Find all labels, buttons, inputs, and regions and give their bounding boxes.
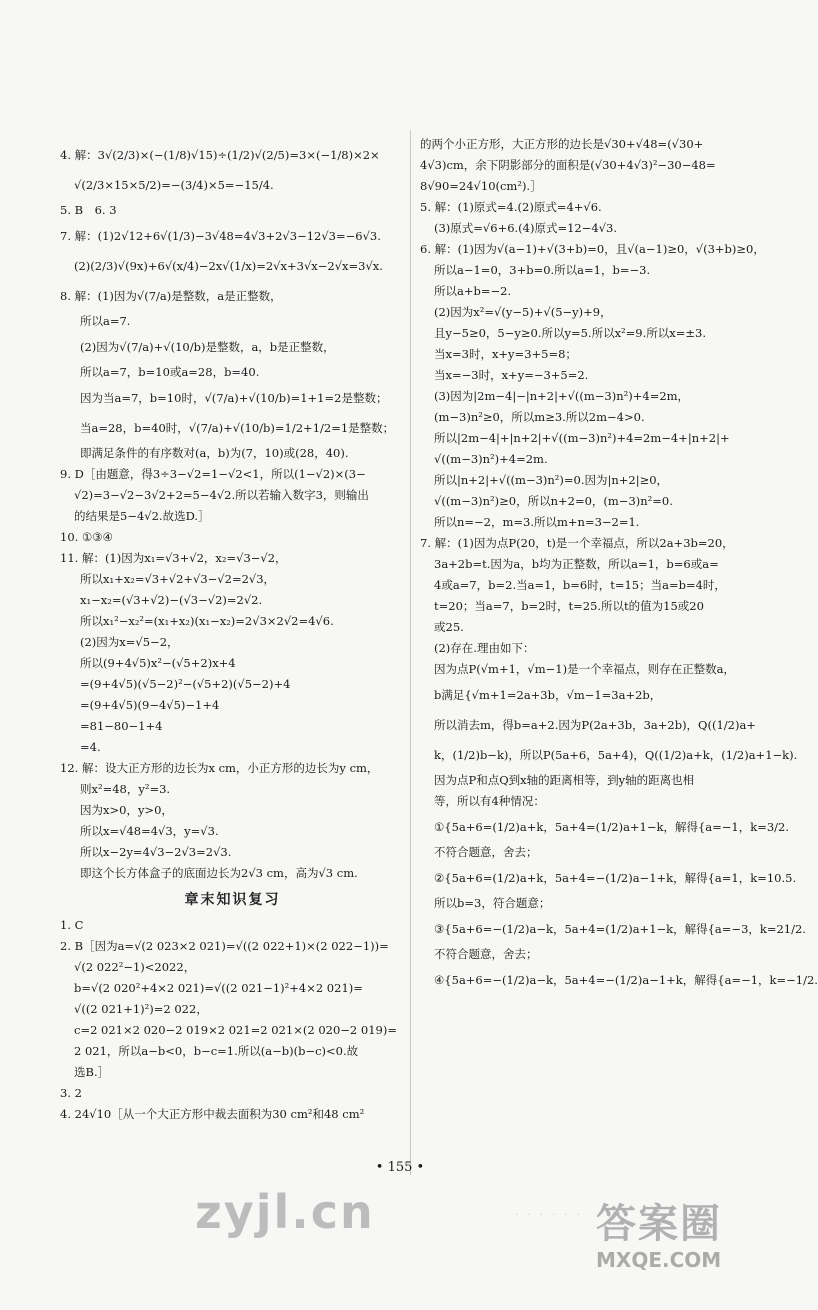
q11-line-4: 所以x₁²−x₂²=(x₁+x₂)(x₁−x₂)=2√3×2√2=4√6. [80,614,334,628]
q8-line-3: (2)因为√(7/a)+√(10/b)是整数，a，b是正整数， [80,340,335,354]
watermark-mxqe [596,1200,776,1300]
q11-line-9: =81−80−1+4 [80,719,163,733]
r-line-24: (2)存在.理由如下： [434,641,535,655]
q5-q6: 5. B 6. 3 [60,203,117,217]
q11-line-3: x₁−x₂=(√3+√2)−(√3−√2)=2√2. [80,593,263,607]
review-q3: 3. 2 [60,1086,82,1100]
q12-line-5: 所以x−2y=4√3−2√3=2√3. [80,845,232,859]
r-line-7: 所以a+b=−2. [434,284,512,298]
r-line-15: √((m−3)n²)+4=2m. [434,452,548,466]
r-line-2: 8√90=24√10(cm²).］ [420,179,542,193]
q8-line-7: 即满足条件的有序数对(a，b)为(7，10)或(28，40). [80,446,349,460]
review-q2-line-7: 选B.］ [74,1065,110,1079]
q10: 10. ①③④ [60,530,113,544]
r-line-4: (3)原式=√6+6.(4)原式=12−4√3. [434,221,617,235]
r-line-19: 7. 解：(1)因为点P(20，t)是一个幸福点，所以2a+3b=20， [420,536,734,550]
left-column [60,140,405,1125]
q9-line-3: 的结果是5−4√2.故选D.］ [74,509,210,523]
r-line-32: 不符合题意，舍去； [434,845,538,859]
q8-line-1: 8. 解：(1)因为√(7/a)是整数，a是正整数， [60,289,282,303]
r-line-16: 所以|n+2|+√((m−3)n²)=0.因为|n+2|≥0， [434,473,669,487]
watermark-zyjl: zyjl.cn [195,1185,375,1239]
q7-part-1: 7. 解：(1)2√12+6√(1/3)−3√48=4√3+2√3−12√3=−6√3. [60,229,381,243]
r-line-29: 因为点P和点Q到x轴的距离相等，到y轴的距离也相 [434,773,695,787]
q8-line-5: 因为当a=7，b=10时，√(7/a)+√(10/b)=1+1=2是整数； [80,391,388,405]
r-line-14: 所以|2m−4|+|n+2|+√((m−3)n²)+4=2m−4+|n+2|+ [434,431,730,445]
q11-line-6: 所以(9+4√5)x²−(√5+2)x+4 [80,656,236,670]
r-line-20: 3a+2b=t.因为a，b均为正整数，所以a=1，b=6或a= [434,557,719,571]
r-line-9: 且y−5≥0，5−y≥0.所以y=5.所以x²=9.所以x=±3. [434,326,706,340]
review-q2-line-6: 2 021，所以a−b<0，b−c=1.所以(a−b)(b−c)<0.故 [74,1044,359,1058]
review-q4: 4. 24√10［从一个大正方形中裁去面积为30 cm²和48 cm² [60,1107,365,1121]
q12-line-3: 因为x>0，y>0， [80,803,173,817]
r-line-30: 等，所以有4种情况： [434,794,545,808]
q11-line-8: =(9+4√5)(9−4√5)−1+4 [80,698,220,712]
r-line-28: k，(1/2)b−k)，所以P(5a+6，5a+4)，Q((1/2)a+k，(1/2)a+1−k). [434,748,798,762]
r-line-18: 所以n=−2，m=3.所以m+n=3−2=1. [434,515,640,529]
q12-line-6: 即这个长方体盒子的底面边长为2√3 cm，高为√3 cm. [80,866,358,880]
column-divider [410,130,411,1175]
q11-line-1: 11. 解：(1)因为x₁=√3+√2，x₂=√3−√2， [60,551,287,565]
review-q2-line-1: 2. B［因为a=√(2 023×2 021)=√((2 022+1)×(2 022−1))= [60,939,389,953]
q4-line-2: √(2/3×15×5/2)=−(3/4)×5=−15/4. [74,178,274,192]
r-line-23: 或25. [434,620,464,634]
q12-line-2: 则x²=48，y²=3. [80,782,171,796]
review-q2-line-2: √(2 022²−1)<2022， [74,960,196,974]
q11-line-5: (2)因为x=√5−2， [80,635,179,649]
r-line-33: ②{5a+6=(1/2)a+k，5a+4=−(1/2)a−1+k，解得{a=1，k=10.5. [434,871,797,885]
q8-line-6: 当a=28，b=40时，√(7/a)+√(10/b)=1/2+1/2=1是整数； [80,421,395,435]
page-number: • 155 • [375,1160,425,1175]
r-line-0: 的两个小正方形，大正方形的边长是√30+√48=(√30+ [420,137,704,151]
review-q2-line-3: b=√(2 020²+4×2 021)=√((2 021−1)²+4×2 021)= [74,981,363,995]
faint-scan-marks: · · · · · · [515,1210,583,1221]
q9-line-2: √2)=3−√2−3√2+2=5−4√2.所以若输入数字3，则输出 [74,488,369,502]
r-line-1: 4√3)cm，余下阴影部分的面积是(√30+4√3)²−30−48= [420,158,716,172]
r-line-31: ①{5a+6=(1/2)a+k，5a+4=(1/2)a+1−k，解得{a=−1，k=3/2. [434,820,790,834]
review-q2-line-4: √((2 021+1)²)=2 022， [74,1002,208,1016]
q11-line-10: =4. [80,740,101,754]
r-line-13: (m−3)n²≥0，所以m≥3.所以2m−4>0. [434,410,645,424]
q12-line-1: 12. 解：设大正方形的边长为x cm，小正方形的边长为y cm， [60,761,379,775]
r-line-10: 当x=3时，x+y=3+5=8； [434,347,577,361]
r-line-36: 不符合题意，舍去； [434,947,538,961]
r-line-27: 所以消去m，得b=a+2.因为P(2a+3b，3a+2b)，Q((1/2)a+ [434,718,756,732]
watermark-mxqe-url: MXQE.COM [596,1248,722,1272]
r-line-5: 6. 解：(1)因为√(a−1)+√(3+b)=0，且√(a−1)≥0，√(3+b)≥0， [420,242,765,256]
r-line-8: (2)因为x²=√(y−5)+√(5−y)+9， [434,305,612,319]
r-line-11: 当x=−3时，x+y=−3+5=2. [434,368,589,382]
q9-line-1: 9. D［由题意，得3÷3−√2=1−√2<1，所以(1−√2)×(3− [60,467,366,481]
right-column [420,134,818,995]
r-line-25: 因为点P(√m+1，√m−1)是一个幸福点，则存在正整数a， [434,662,735,676]
r-line-22: t=20；当a=7，b=2时，t=25.所以t的值为15或20 [434,599,704,613]
q8-line-2: 所以a=7. [80,314,131,328]
q4-line-1: 4. 解：3√(2/3)×(−(1/8)√15)÷(1/2)√(2/5)=3×(−1/8)×2× [60,148,380,162]
q11-line-7: =(9+4√5)(√5−2)²−(√5+2)(√5−2)+4 [80,677,291,691]
r-line-3: 5. 解：(1)原式=4.(2)原式=4+√6. [420,200,602,214]
q12-line-4: 所以x=√48=4√3，y=√3. [80,824,219,838]
r-line-34: 所以b=3，符合题意； [434,896,551,910]
q11-line-2: 所以x₁+x₂=√3+√2+√3−√2=2√3， [80,572,276,586]
q8-line-4: 所以a=7，b=10或a=28，b=40. [80,365,260,379]
watermark-mxqe-chars: 答案圈 [596,1201,722,1247]
r-line-26: b满足{√m+1=2a+3b，√m−1=3a+2b， [434,688,662,702]
r-line-12: (3)因为|2m−4|−|n+2|+√((m−3)n²)+4=2m， [434,389,690,403]
r-line-35: ③{5a+6=−(1/2)a−k，5a+4=(1/2)a+1−k，解得{a=−3，k=21/2. [434,922,806,936]
section-title: 章末知识复习 [184,892,281,908]
r-line-17: √((m−3)n²)≥0，所以n+2=0，(m−3)n²=0. [434,494,673,508]
r-line-21: 4或a=7，b=2.当a=1，b=6时，t=15；当a=b=4时， [434,578,726,592]
review-q1: 1. C [60,918,84,932]
review-q2-line-5: c=2 021×2 020−2 019×2 021=2 021×(2 020−2 019)= [74,1023,397,1037]
q7-part-2: (2)(2/3)√(9x)+6√(x/4)−2x√(1/x)=2√x+3√x−2√x=3√x. [74,259,383,273]
r-line-6: 所以a−1=0，3+b=0.所以a=1，b=−3. [434,263,651,277]
r-line-37: ④{5a+6=−(1/2)a−k，5a+4=−(1/2)a−1+k，解得{a=−1，k=−1/2. [434,973,818,987]
